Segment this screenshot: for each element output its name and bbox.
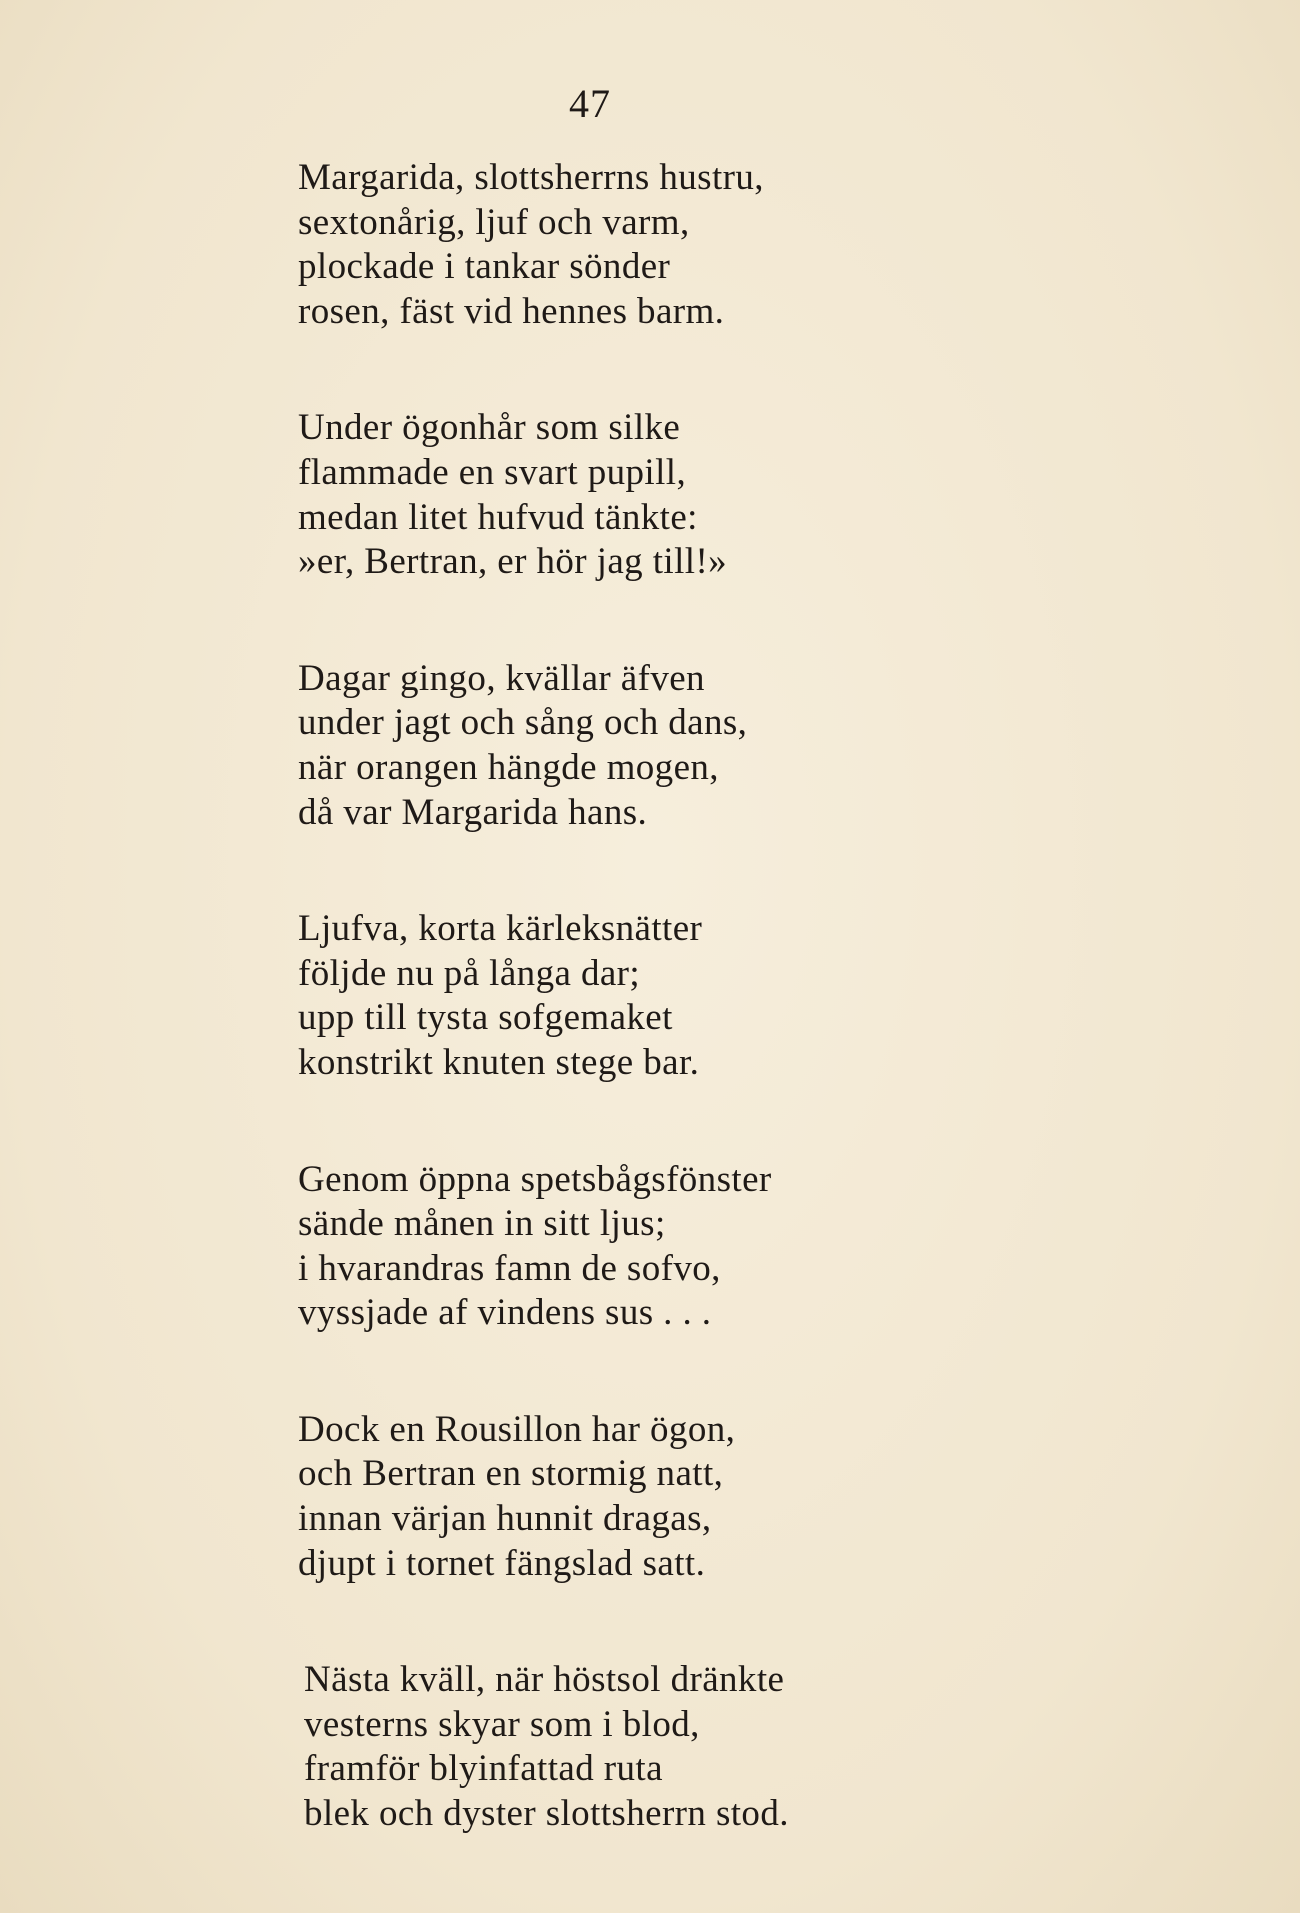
poem-line: innan värjan hunnit dragas, <box>298 1498 712 1540</box>
poem-line: och Bertran en stormig natt, <box>298 1453 724 1495</box>
poem-line: medan litet hufvud tänkte: <box>298 496 698 538</box>
poem-line: Nästa kväll, när höstsol dränkte <box>304 1659 785 1701</box>
page-number: 47 <box>569 81 611 126</box>
stanza-6 <box>298 1408 1058 1586</box>
poem-line: upp till tysta sofgemaket <box>298 997 673 1039</box>
stanza-3 <box>298 657 1058 835</box>
poem-line: flammade en svart pupill, <box>298 451 687 493</box>
poem-line: vyssjade af vindens sus . . . <box>298 1292 712 1334</box>
poem-line: blek och dyster slottsherrn stod. <box>304 1793 789 1835</box>
poem <box>298 156 1058 1837</box>
poem-line: följde nu på långa dar; <box>298 952 641 994</box>
stanza-1 <box>298 156 1058 334</box>
poem-line: Under ögonhår som silke <box>298 407 681 449</box>
poem-line: »er, Bertran, er hör jag till!» <box>298 541 728 583</box>
poem-line: vesterns skyar som i blod, <box>304 1703 700 1745</box>
stanza-2 <box>298 406 1058 584</box>
poem-line: sände månen in sitt ljus; <box>298 1203 666 1245</box>
stanza-5 <box>298 1158 1058 1336</box>
stanza-4 <box>298 907 1058 1085</box>
poem-line: sextonårig, ljuf och varm, <box>298 201 690 243</box>
poem-line: Genom öppna spetsbågsfönster <box>298 1158 772 1200</box>
poem-line: under jagt och sång och dans, <box>298 702 748 744</box>
poem-line: rosen, fäst vid hennes barm. <box>298 290 725 332</box>
stanza-7 <box>304 1658 1058 1836</box>
poem-line: Dagar gingo, kvällar äfven <box>298 657 705 699</box>
poem-line: konstrikt knuten stege bar. <box>298 1041 700 1083</box>
poem-line: då var Margarida hans. <box>298 791 648 833</box>
poem-line: Dock en Rousillon har ögon, <box>298 1408 736 1450</box>
poem-line: i hvarandras famn de sofvo, <box>298 1247 721 1289</box>
poem-line: när orangen hängde mogen, <box>298 746 719 788</box>
poem-line: framför blyinfattad ruta <box>304 1748 663 1790</box>
poem-line: djupt i tornet fängslad satt. <box>298 1542 706 1584</box>
poem-line: Ljufva, korta kärleksnätter <box>298 908 703 950</box>
poem-line: Margarida, slottsherrns hustru, <box>298 157 764 198</box>
poem-line: plockade i tankar sönder <box>298 246 671 288</box>
